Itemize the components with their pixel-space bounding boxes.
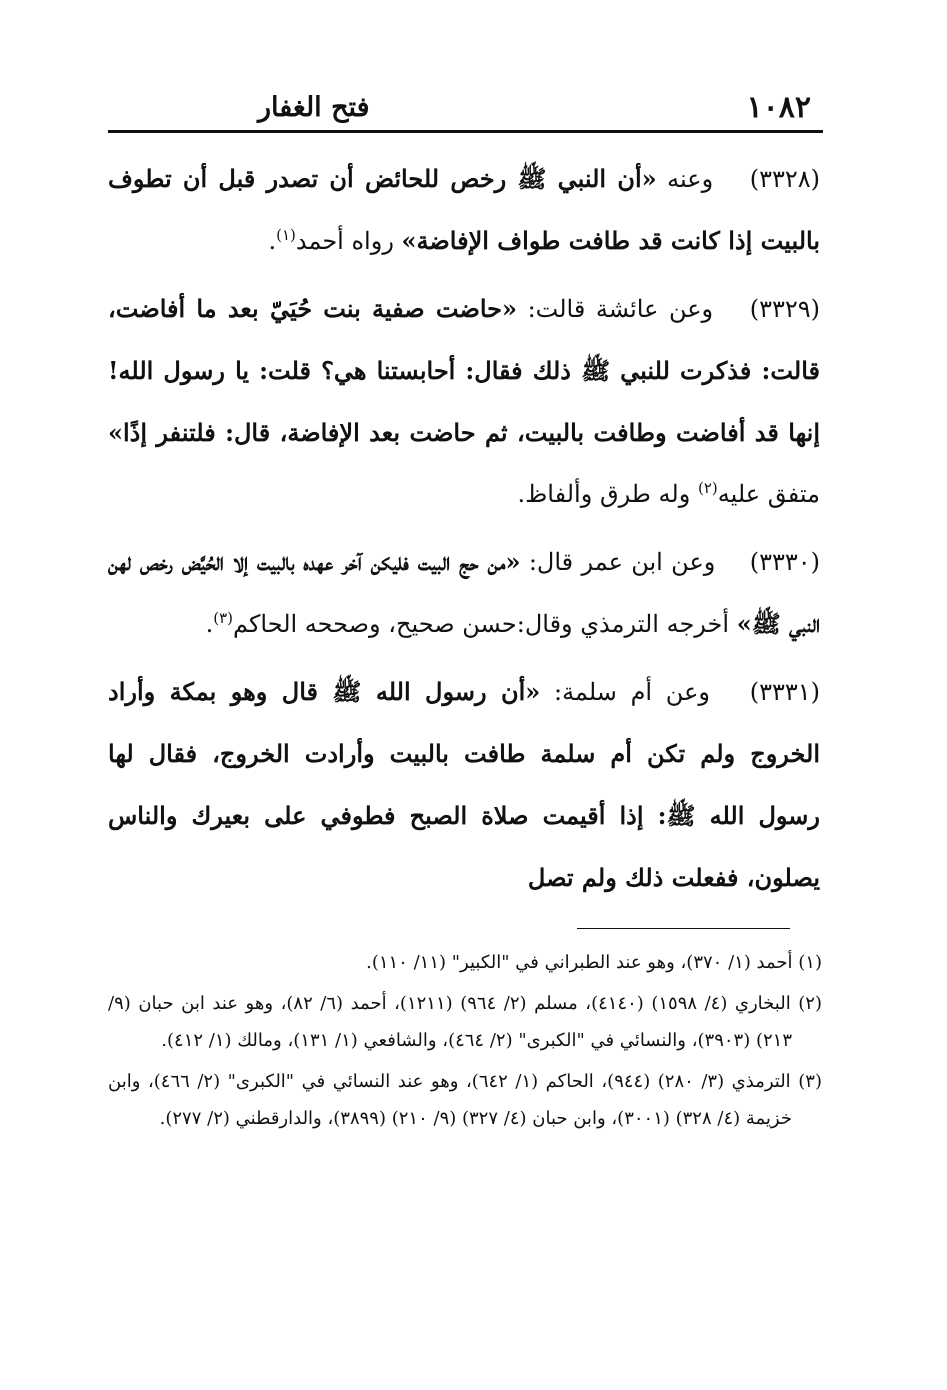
- hadith-number: (٣٣٢٨): [749, 165, 820, 193]
- footnote-ref: (١): [276, 226, 296, 244]
- hadith-number: (٣٣٢٩): [749, 295, 821, 323]
- footnotes: [108, 944, 822, 1141]
- footnote: (٣) الترمذي (٣/ ٢٨٠) (٩٤٤)، الحاكم (١/ ٦٤٢)، وهو عند النسائي في "الكبرى" (٢/ ٤٦٦)، وابن خزيمة (٤/ ٣٢٨) (٣٠٠١)، وابن حبان (٤/ ٣٢٧) (٩/ ٢١٠) (٣٨٩٩)، والدارقطني (٢/ ٢٧٧).: [108, 1071, 822, 1129]
- hadith-paragraph: [108, 278, 820, 525]
- hadith-intro: وعنه: [667, 165, 714, 193]
- hadith-source: أخرجه الترمذي وقال:حسن صحيح، وصححه الحاكم: [232, 610, 730, 638]
- hadith-intro: وعن أم سلمة:: [554, 678, 710, 706]
- hadith-paragraph: [108, 661, 820, 909]
- footnote-divider: [577, 928, 790, 929]
- hadith-number: (٣٣٣١): [749, 678, 820, 706]
- book-title: فتح الغفار: [258, 92, 370, 123]
- hadith-number: (٣٣٣٠): [749, 548, 820, 576]
- hadith-end: وله طرق وألفاظ.: [517, 480, 691, 508]
- page-number: ١٠٨٢: [746, 90, 811, 125]
- hadith-intro: وعن عائشة قالت:: [527, 295, 714, 323]
- hadith-end: .: [268, 227, 277, 255]
- hadith-quote: «أن رسول الله ﷺ قال وهو بمكة وأراد الخروج ولم تكن أم سلمة طافت بالبيت وأرادت الخروج، فقال لها رسول الله ﷺ: إذا أقيمت صلاة الصبح فطوفي على بعيرك والناس يصلون، ففعلت ذلك ولم تصل: [108, 677, 820, 892]
- hadith-end: .: [205, 610, 214, 638]
- hadith-source: متفق عليه: [717, 480, 820, 508]
- footnote-ref: (٣): [213, 609, 233, 627]
- footnote: (١) أحمد (١/ ٣٧٠)، وهو عند الطبراني في "الكبير" (١١/ ١١٠).: [366, 952, 822, 973]
- hadith-intro: وعن ابن عمر قال:: [528, 548, 716, 576]
- hadith-paragraph: [108, 148, 820, 272]
- page-header: [108, 88, 823, 133]
- main-text: [108, 148, 820, 915]
- footnote: (٢) البخاري (٤/ ١٥٩٨) (٤١٤٠)، مسلم (٢/ ٩٦٤) (١٢١١)، أحمد (٦/ ٨٢)، وهو عند ابن حبان (٩/ ٢١٣) (٣٩٠٣)، والنسائي في "الكبرى" (٢/ ٤٦٤)، والشافعي (١/ ١٣١)، ومالك (١/ ٤١٢).: [108, 993, 822, 1051]
- hadith-source: رواه أحمد: [295, 227, 394, 255]
- hadith-paragraph: [108, 531, 820, 655]
- hadith-quote: «حاضت صفية بنت حُيَيّ بعد ما أفاضت، قالت: فذكرت للنبي ﷺ ذلك فقال: أحابستنا هي؟ قلت: يا رسول الله! إنها قد أفاضت وطافت بالبيت، ثم حاضت بعد الإفاضة، قال: فلتنفر إذًا»: [108, 294, 820, 447]
- hadith-quote: «من حج البيت فليكن آخر عهده بالبيت إلا الحُيَّض رخص لهن النبي ﷺ»: [108, 547, 820, 638]
- hadith-quote: «أن النبي ﷺ رخص للحائض أن تصدر قبل أن تطوف بالبيت إذا كانت قد طافت طواف الإفاضة»: [108, 164, 820, 255]
- footnote-ref: (٢): [697, 479, 718, 497]
